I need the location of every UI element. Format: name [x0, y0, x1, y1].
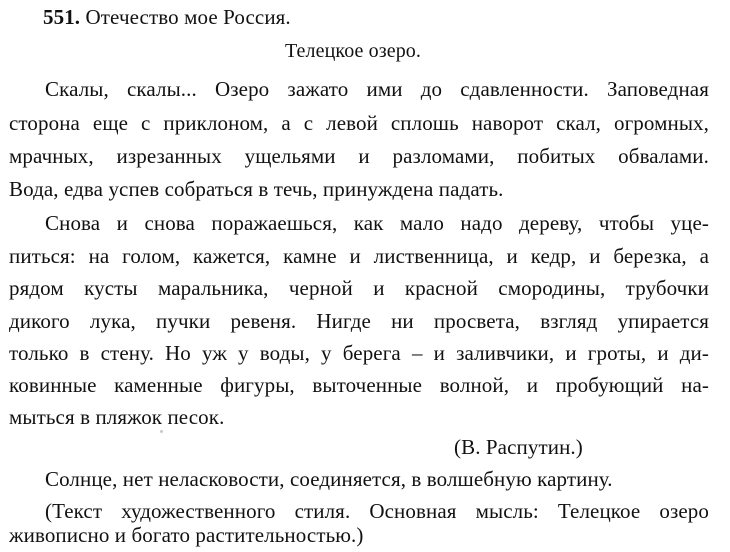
paragraph1-line-2: сторона еще с приклоном, а с левой сплошь наворот скал, огромных, [9, 111, 709, 135]
paragraph2-line-5: только в стену. Но уж у воды, у берега – и заливчики, и гроты, и ди- [9, 341, 709, 365]
paragraph2-line-1: Снова и снова поражаешься, как мало надо дереву, чтобы уце- [45, 211, 709, 235]
paragraph2-line-7: мыться в пляжок песок. [9, 405, 225, 429]
answer-line-3: живописно и богато растительностью.) [9, 523, 364, 547]
paragraph2-line-6: ковинные каменные фигуры, выточенные волной, и пробующий на- [9, 373, 709, 397]
exercise-header [43, 4, 291, 30]
text-title: Телецкое озеро. [285, 40, 421, 62]
paragraph1-line-1: Скалы, скалы... Озеро зажато ими до сдавленности. Заповедная [45, 77, 709, 101]
answer-line-2: (Текст художественного стиля. Основная мысль: Телецкое озеро [45, 499, 709, 523]
paragraph1-line-4: Вода, едва успев собраться в течь, принуждена падать. [9, 177, 504, 201]
paragraph2-line-3: рядом кусты маральника, черной и красной смородины, трубочки [9, 276, 709, 300]
paragraph1-line-3: мрачных, изрезанных ущельями и разломами, побитых обвалами. [9, 144, 709, 168]
paragraph2-line-4: дикого лука, пучки ревеня. Нигде ни просвета, взгляд упирается [9, 309, 709, 333]
scan-speck [160, 430, 163, 433]
text-author: (В. Распутин.) [454, 435, 583, 459]
exercise-heading: Отечество мое Россия. [85, 5, 291, 29]
exercise-number: 551. [43, 5, 81, 29]
paragraph2-line-2: питься: на голом, кажется, камне и лиственница, и кедр, и березка, а [9, 244, 709, 268]
answer-line-1: Солнце, нет неласковости, соединяется, в волшебную картину. [45, 467, 613, 491]
